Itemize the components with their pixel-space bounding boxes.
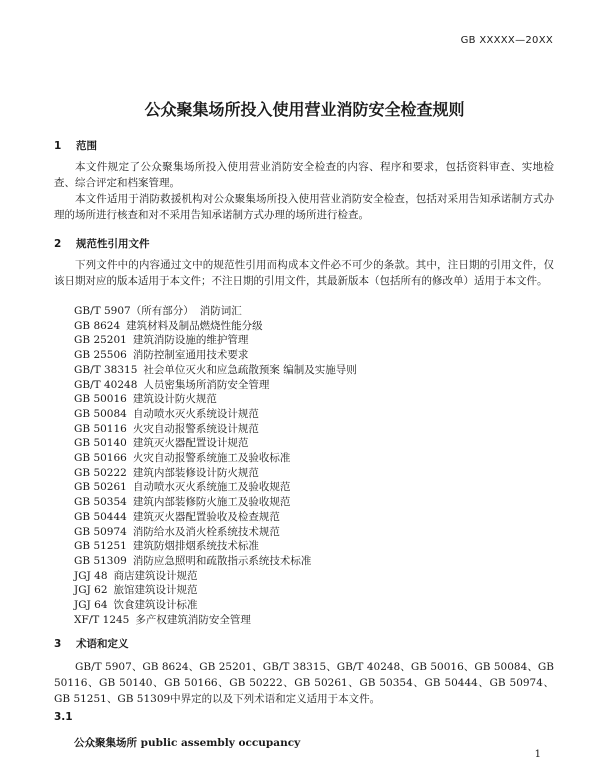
page-number: 1 <box>534 749 541 760</box>
reference-title: 建筑灭火器配置设计规范 <box>132 437 249 450</box>
reference-item <box>74 466 357 481</box>
reference-item <box>74 422 357 437</box>
reference-item <box>74 510 357 525</box>
reference-item <box>74 363 357 378</box>
reference-title: 社会单位灭火和应急疏散预案 编制及实施导则 <box>143 363 357 376</box>
reference-item <box>74 304 357 319</box>
reference-code: GB/T 38315 <box>74 363 138 376</box>
section-2-heading <box>54 236 150 251</box>
reference-code: GB 50016 <box>74 393 127 406</box>
standard-code: GB XXXXX—20XX <box>460 35 553 46</box>
reference-item <box>74 554 357 569</box>
reference-title: 人员密集场所消防安全管理 <box>143 378 270 391</box>
reference-title: 消防词汇 <box>199 305 242 317</box>
subsection-number: 3.1 <box>54 711 73 723</box>
reference-title: 旅馆建筑设计规范 <box>113 584 198 597</box>
section-title: 范围 <box>76 140 97 152</box>
reference-item <box>74 598 357 613</box>
section-number: 3 <box>54 638 62 650</box>
reference-title: 多产权建筑消防安全管理 <box>135 613 251 626</box>
reference-title: 建筑防烟排烟系统技术标准 <box>132 540 259 553</box>
section-3-body <box>54 659 554 707</box>
reference-code: GB/T 40248 <box>74 378 138 391</box>
reference-list <box>74 304 357 627</box>
reference-code: GB 50116 <box>74 422 127 435</box>
reference-item <box>74 613 357 628</box>
reference-code: GB/T 5907（所有部分） <box>74 305 194 317</box>
reference-code: GB 50444 <box>74 510 127 523</box>
reference-code: GB 25506 <box>74 349 127 362</box>
reference-code: GB 50140 <box>74 437 127 450</box>
reference-item <box>74 495 357 510</box>
reference-title: 建筑内部装修防火施工及验收规范 <box>132 496 291 509</box>
reference-code: GB 8624 <box>74 319 121 332</box>
section-1-heading <box>54 138 97 153</box>
reference-item <box>74 480 357 495</box>
reference-title: 建筑设计防火规范 <box>132 393 217 406</box>
reference-item <box>74 525 357 540</box>
section-number: 1 <box>54 140 62 152</box>
reference-item <box>74 378 357 393</box>
scope-paragraph-1: 本文件规定了公众聚集场所投入使用营业消防安全检查的内容、程序和要求，包括资料审查、实地检查、综合评定和档案管理。 <box>54 161 554 189</box>
terms-intro-paragraph: GB/T 5907、GB 8624、GB 25201、GB/T 38315、GB/T 40248、GB 50016、GB 50084、GB 50116、GB 50140、GB 50166、GB 50222、GB 50261、GB 50354、GB 50444、GB 50974、GB 51251、GB 51309中界定的以及下列术语和定义适用于本文件。 <box>54 661 554 705</box>
reference-title: 消防控制室通用技术要求 <box>132 349 249 362</box>
reference-title: 建筑材料及制品燃烧性能分级 <box>126 319 263 332</box>
reference-title: 自动喷水灭火系统施工及验收规范 <box>132 481 291 494</box>
section-3-heading <box>54 636 129 651</box>
section-title: 术语和定义 <box>76 638 129 650</box>
reference-title: 消防应急照明和疏散指示系统技术标准 <box>132 554 312 567</box>
section-2-body <box>54 257 554 289</box>
reference-code: JGJ 62 <box>74 584 108 597</box>
reference-item <box>74 333 357 348</box>
reference-item <box>74 583 357 598</box>
term-chinese: 公众聚集场所 <box>74 737 137 749</box>
reference-code: GB 25201 <box>74 334 127 347</box>
reference-title: 消防给水及消火栓系统技术规范 <box>132 525 280 538</box>
reference-code: JGJ 64 <box>74 599 108 612</box>
reference-code: GB 50084 <box>74 407 127 420</box>
reference-title: 建筑消防设施的维护管理 <box>132 334 249 347</box>
reference-title: 建筑灭火器配置验收及检查规范 <box>132 510 280 523</box>
reference-item <box>74 319 357 334</box>
reference-code: GB 50261 <box>74 481 127 494</box>
references-intro-paragraph: 下列文件中的内容通过文中的规范性引用而构成本文件必不可少的条款。其中，注日期的引用文件，仅该日期对应的版本适用于本文件；不注日期的引用文件，其最新版本（包括所有的修改单）适用于本文件。 <box>54 259 554 287</box>
reference-item <box>74 569 357 584</box>
reference-code: GB 50166 <box>74 452 127 465</box>
reference-item <box>74 348 357 363</box>
reference-code: GB 50974 <box>74 525 127 538</box>
reference-title: 自动喷水灭火系统设计规范 <box>132 407 259 420</box>
document-title: 公众聚集场所投入使用营业消防安全检查规则 <box>144 100 465 119</box>
section-title: 规范性引用文件 <box>76 238 150 250</box>
reference-item <box>74 392 357 407</box>
reference-code: GB 50354 <box>74 496 127 509</box>
reference-code: GB 51309 <box>74 554 127 567</box>
reference-item <box>74 451 357 466</box>
reference-code: JGJ 48 <box>74 569 108 582</box>
reference-title: 火灾自动报警系统施工及验收标准 <box>132 452 291 465</box>
reference-item <box>74 407 357 422</box>
reference-title: 饮食建筑设计标准 <box>113 599 198 612</box>
reference-item <box>74 539 357 554</box>
reference-code: GB 50222 <box>74 466 127 479</box>
scope-paragraph-2: 本文件适用于消防救援机构对公众聚集场所投入使用营业消防安全检查，包括对采用告知承诺制方式办理的场所进行核查和对不采用告知承诺制方式办理的场所进行检查。 <box>54 193 554 221</box>
reference-item <box>74 436 357 451</box>
reference-title: 商店建筑设计规范 <box>113 569 198 582</box>
reference-code: GB 51251 <box>74 540 127 553</box>
reference-title: 建筑内部装修设计防火规范 <box>132 466 259 479</box>
term-english: public assembly occupancy <box>140 737 301 749</box>
reference-title: 火灾自动报警系统设计规范 <box>132 422 259 435</box>
term-entry <box>74 735 300 750</box>
section-1-body <box>54 159 554 223</box>
section-number: 2 <box>54 238 62 250</box>
reference-code: XF/T 1245 <box>74 613 130 626</box>
